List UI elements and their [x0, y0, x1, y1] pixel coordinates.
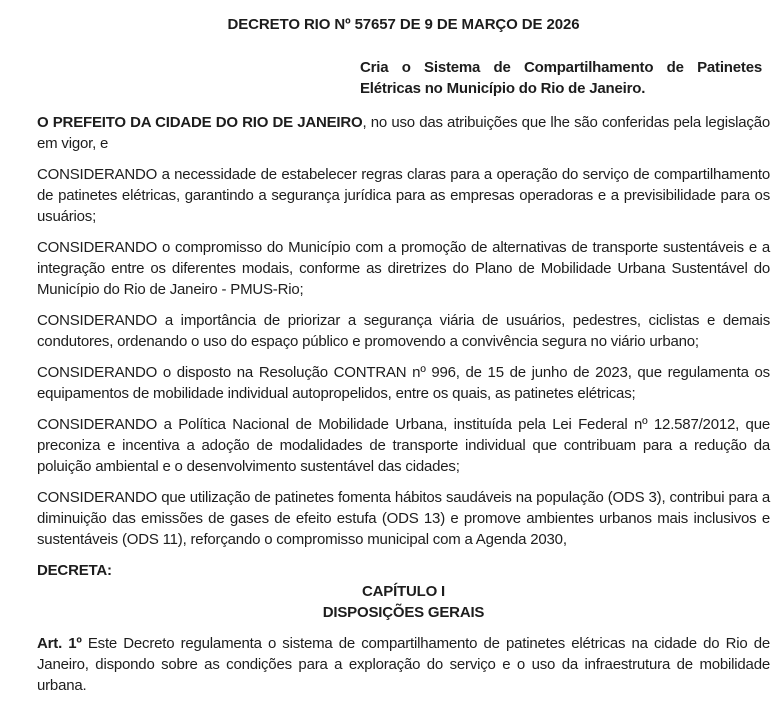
preamble-paragraph	[37, 112, 770, 154]
considerando-paragraph-3: CONSIDERANDO a importância de priorizar a segurança viária de usuários, pedestres, ciclistas e demais condutores, ordenando o uso do espaço público e promovendo a convivência segura no viário urbano;	[37, 312, 770, 350]
article-1-text: Este Decreto regulamenta o sistema de compartilhamento de patinetes elétricas na cidade do Rio de Janeiro, dispondo sobre as condições para a exploração do serviço e o uso da infraestrutura de mobilidade urbana.	[37, 635, 771, 694]
decree-summary: Cria o Sistema de Compartilhamento de Patinetes Elétricas no Município do Rio de Janeiro.	[360, 59, 762, 97]
chapter-title: DISPOSIÇÕES GERAIS	[322, 604, 485, 621]
article-1-label: Art. 1º	[37, 635, 82, 652]
chapter-heading	[37, 581, 770, 623]
article-1-paragraph	[37, 633, 770, 696]
preamble-lead: O PREFEITO DA CIDADE DO RIO DE JANEIRO	[37, 114, 363, 131]
considerando-paragraph-4: CONSIDERANDO o disposto na Resolução CONTRAN nº 996, de 15 de junho de 2023, que regulamenta os equipamentos de mobilidade individual autopropelidos, entre os quais, as patinetes elétricas;	[37, 364, 770, 402]
chapter-number: CAPÍTULO I	[362, 583, 445, 600]
considerando-paragraph-5: CONSIDERANDO a Política Nacional de Mobilidade Urbana, instituída pela Lei Federal nº 12.587/2012, que preconiza e incentiva a adoção de modalidades de transporte individual que contribuam para a redução da poluição ambiental e o desenvolvimento sustentável das cidades;	[37, 416, 770, 475]
considerando-paragraph-2: CONSIDERANDO o compromisso do Município com a promoção de alternativas de transporte sustentáveis e a integração entre os diferentes modais, conforme as diretrizes do Plano de Mobilidade Urbana Sustentável do Município do Rio de Janeiro - PMUS-Rio;	[37, 239, 770, 298]
decreta-label: DECRETA:	[37, 562, 112, 579]
preamble-continuation: , no uso das atribuições que lhe são conferidas pela legislação em vigor, e	[37, 114, 771, 152]
decree-title: DECRETO RIO Nº 57657 DE 9 DE MARÇO DE 2026	[227, 16, 580, 33]
considerando-paragraph-6: CONSIDERANDO que utilização de patinetes fomenta hábitos saudáveis na população (ODS 3), contribui para a diminuição das emissões de gases de efeito estufa (ODS 13) e promove ambientes urbanos mais inclusivos e sustentáveis (ODS 11), reforçando o compromisso municipal com a Agenda 2030,	[37, 489, 770, 548]
considerando-paragraph-1: CONSIDERANDO a necessidade de estabelecer regras claras para a operação do serviço de compartilhamento de patinetes elétricas, garantindo a segurança jurídica para as empresas operadoras e a previsibilidade para os usuários;	[37, 166, 770, 225]
